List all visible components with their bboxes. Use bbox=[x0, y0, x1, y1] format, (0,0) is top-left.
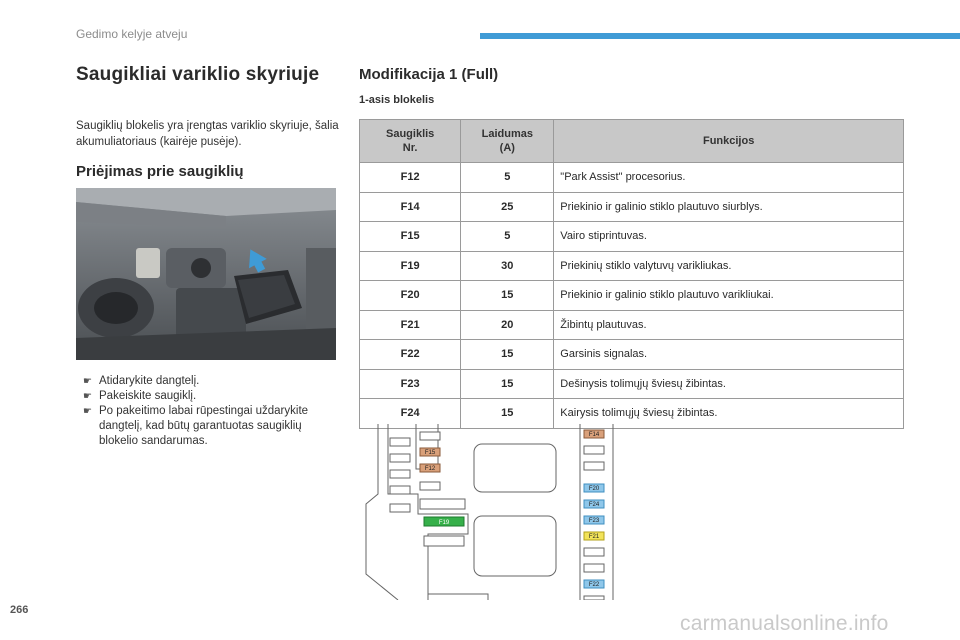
table-row bbox=[360, 281, 904, 311]
diagram-label-f22: F22 bbox=[588, 582, 600, 588]
step-item bbox=[76, 374, 336, 389]
fuse-amperage: 15 bbox=[461, 369, 554, 399]
fuse-number: F12 bbox=[360, 163, 461, 193]
pointer-icon: ☛ bbox=[83, 406, 92, 417]
fuse-amperage: 15 bbox=[461, 281, 554, 311]
access-subtitle: Priėjimas prie saugiklių bbox=[76, 163, 244, 180]
fuse-function: Žibintų plautuvas. bbox=[554, 310, 904, 340]
fuse-amperage: 15 bbox=[461, 340, 554, 370]
engine-bay-illustration bbox=[76, 188, 336, 360]
table-row bbox=[360, 310, 904, 340]
section-header: Gedimo kelyje atveju bbox=[76, 27, 188, 41]
diagram-label-f23: F23 bbox=[588, 518, 600, 524]
col-header-fuse: Saugiklis Nr. bbox=[360, 120, 461, 163]
fuse-number: F24 bbox=[360, 399, 461, 429]
fuse-box-diagram bbox=[358, 424, 618, 600]
step-text: Po pakeitimo labai rūpestingai uždarykite dangtelį, kad būtų garantuotas saugiklių blokelio sandarumas. bbox=[99, 405, 309, 447]
fuse-function: Priekinio ir galinio stiklo plautuvo siurblys. bbox=[554, 192, 904, 222]
fuse-number: F20 bbox=[360, 281, 461, 311]
step-item bbox=[76, 389, 336, 404]
fuse-function: Vairo stiprintuvas. bbox=[554, 222, 904, 252]
step-text: Pakeiskite saugiklį. bbox=[99, 390, 197, 402]
table-row bbox=[360, 163, 904, 193]
col-header-amperage: Laidumas (A) bbox=[461, 120, 554, 163]
fuse-function: Priekinio ir galinio stiklo plautuvo varikliukai. bbox=[554, 281, 904, 311]
diagram-label-f24: F24 bbox=[588, 502, 600, 508]
intro-paragraph: Saugiklių blokelis yra įrengtas variklio skyriuje, šalia akumuliatoriaus (kairėje pusėje). bbox=[76, 120, 339, 148]
diagram-label-f14: F14 bbox=[588, 432, 600, 438]
diagram-label-f12: F12 bbox=[424, 466, 436, 472]
fuse-number: F15 bbox=[360, 222, 461, 252]
fuse-amperage: 15 bbox=[461, 399, 554, 429]
fuse-function: Kairysis tolimųjų šviesų žibintas. bbox=[554, 399, 904, 429]
block-subtitle: 1-asis blokelis bbox=[359, 94, 435, 106]
table-row bbox=[360, 340, 904, 370]
step-item bbox=[76, 404, 336, 449]
diagram-label-f19: F19 bbox=[438, 520, 450, 526]
table-row bbox=[360, 369, 904, 399]
fuse-amperage: 25 bbox=[461, 192, 554, 222]
engine-bay-photo bbox=[76, 188, 336, 360]
pointer-icon: ☛ bbox=[83, 391, 92, 402]
fuse-number: F23 bbox=[360, 369, 461, 399]
fuse-number: F19 bbox=[360, 251, 461, 281]
fuse-function: "Park Assist" procesorius. bbox=[554, 163, 904, 193]
fuse-function: Priekinių stiklo valytuvų varikliukas. bbox=[554, 251, 904, 281]
fuse-number: F21 bbox=[360, 310, 461, 340]
step-text: Atidarykite dangtelį. bbox=[99, 375, 200, 387]
pointer-icon: ☛ bbox=[83, 376, 92, 387]
modification-title: Modifikacija 1 (Full) bbox=[359, 66, 499, 83]
fuse-amperage: 30 bbox=[461, 251, 554, 281]
steps-list bbox=[76, 374, 336, 449]
diagram-label-f20: F20 bbox=[588, 486, 600, 492]
table-row bbox=[360, 251, 904, 281]
fuse-number: F22 bbox=[360, 340, 461, 370]
fuse-function: Garsinis signalas. bbox=[554, 340, 904, 370]
fuse-number: F14 bbox=[360, 192, 461, 222]
fuse-function: Dešinysis tolimųjų šviesų žibintas. bbox=[554, 369, 904, 399]
diagram-label-f21: F21 bbox=[588, 534, 600, 540]
fuse-amperage: 20 bbox=[461, 310, 554, 340]
header-accent-bar bbox=[480, 33, 960, 39]
fuse-amperage: 5 bbox=[461, 163, 554, 193]
fuse-table bbox=[359, 119, 904, 429]
table-row bbox=[360, 222, 904, 252]
table-row bbox=[360, 192, 904, 222]
col-header-functions: Funkcijos bbox=[554, 120, 904, 163]
watermark: carmanualsonline.info bbox=[680, 612, 889, 635]
page-number: 266 bbox=[10, 604, 29, 616]
table-header-row bbox=[360, 120, 904, 163]
fuse-amperage: 5 bbox=[461, 222, 554, 252]
page-title: Saugikliai variklio skyriuje bbox=[76, 64, 320, 85]
diagram-label-f15: F15 bbox=[424, 450, 436, 456]
